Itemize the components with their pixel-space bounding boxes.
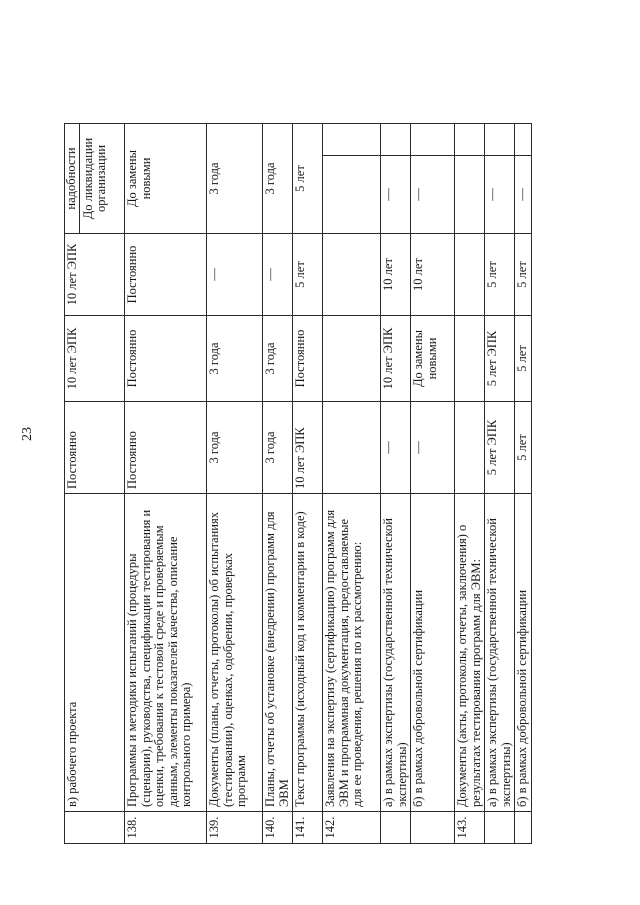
table-cell: 5 лет (515, 402, 532, 494)
table-cell: — (207, 234, 263, 316)
table-cell: — (381, 156, 411, 234)
table-cell: Постоянно (125, 402, 207, 494)
table-cell: 10 лет ЭПК (381, 316, 411, 402)
table-cell: — (411, 156, 455, 234)
table-cell (455, 123, 485, 155)
table-cell: — (381, 402, 411, 494)
table-cell: 3 года (207, 123, 263, 233)
table-cell: 3 года (263, 402, 293, 494)
table-cell: — (411, 402, 455, 494)
table-cell: 5 лет (515, 316, 532, 402)
table-cell: — (263, 234, 293, 316)
table-row (485, 43, 515, 843)
page-number: 23 (20, 427, 35, 441)
table-cell: Заявления на экспертизу (сертификацию) программ для ЭВМ и программная документация, предоставляемые для ее проведения, решения по их рассмотрению: (323, 494, 381, 812)
table-cell (323, 156, 381, 234)
table-cell: Постоянно (65, 402, 125, 494)
table-cell (65, 812, 125, 844)
table-cell: 3 года (263, 123, 293, 233)
table-cell (515, 812, 532, 844)
table-row (455, 43, 485, 843)
table-cell: 3 года (207, 316, 263, 402)
table-cell: — (515, 156, 532, 234)
table-row (515, 43, 532, 843)
table-cell (485, 123, 515, 155)
table-cell: 3 года (263, 316, 293, 402)
table-cell (323, 234, 381, 316)
table-cell: 5 лет ЭПК (485, 402, 515, 494)
table-row (65, 43, 125, 843)
table-row (323, 43, 381, 843)
table-cell: Постоянно (125, 234, 207, 316)
table-cell: До замены новыми (125, 123, 207, 233)
table-cell (381, 812, 411, 844)
table-cell (455, 316, 485, 402)
table-cell: в) рабочего проекта (65, 494, 125, 812)
table-cell: 10 лет ЭПК (65, 234, 125, 316)
table-cell: 141. (293, 812, 323, 844)
cell-text: До ликвидации организации (80, 137, 108, 220)
table-cell (515, 123, 532, 155)
table-cell: 5 лет (293, 123, 323, 233)
table-row (263, 43, 293, 843)
table-cell: 10 лет ЭПК (293, 402, 323, 494)
table-cell: Постоянно (125, 316, 207, 402)
table-cell (323, 402, 381, 494)
table-cell (455, 234, 485, 316)
table-cell: 10 лет ЭПК (65, 316, 125, 402)
table-cell: 139. (207, 812, 263, 844)
table-body (65, 43, 532, 843)
table-cell: 143. (455, 812, 485, 844)
table-cell: 138. (125, 812, 207, 844)
table-row (411, 43, 455, 843)
table-cell: 5 лет ЭПК (485, 316, 515, 402)
retention-table-rotated (64, 44, 640, 844)
table-cell: 10 лет (411, 234, 455, 316)
table-cell: Документы (планы, отчеты, протоколы) об испытаниях (тестировании), оценках, одобрении, проверках программ (207, 494, 263, 812)
table-cell: 5 лет (485, 234, 515, 316)
table-cell: а) в рамках экспертизы (государственной технической экспертизы) (381, 494, 411, 812)
table-row (293, 43, 323, 843)
table-cell (485, 812, 515, 844)
retention-table (64, 43, 532, 844)
table-cell (411, 812, 455, 844)
table-cell (65, 123, 125, 233)
header-fragment: надобности (65, 124, 80, 233)
table-cell: Текст программы (исходный код и комментарии в коде) (293, 494, 323, 812)
table-cell (411, 123, 455, 155)
table-row (125, 43, 207, 843)
table-cell: Документы (акты, протоколы, отчеты, заключения) о результатах тестирования программ для ЭВМ: (455, 494, 485, 812)
table-cell: Программы и методики испытаний (процедуры (сценарии), руководства, спецификации тестирования и оценки, требования к тестовой среде и проверяемым данным, элементы показателей качества, описание контрольного примера) (125, 494, 207, 812)
table-cell: 5 лет (293, 234, 323, 316)
table-row (207, 43, 263, 843)
table-cell: 140. (263, 812, 293, 844)
table-cell: 5 лет (515, 234, 532, 316)
table-cell (455, 402, 485, 494)
table-cell (323, 123, 381, 155)
table-cell: 10 лет (381, 234, 411, 316)
table-row (381, 43, 411, 843)
table-cell: 3 года (207, 402, 263, 494)
table-cell: а) в рамках экспертизы (государственной технической экспертизы) (485, 494, 515, 812)
table-cell: б) в рамках добровольной сертификации (515, 494, 532, 812)
table-cell (323, 316, 381, 402)
table-cell: Постоянно (293, 316, 323, 402)
table-cell: б) в рамках добровольной сертификации (411, 494, 455, 812)
table-cell (455, 156, 485, 234)
table-cell: Планы, отчеты об установке (внедрении) программ для ЭВМ (263, 494, 293, 812)
table-cell (381, 123, 411, 155)
table-cell: — (485, 156, 515, 234)
table-cell: До замены новыми (411, 316, 455, 402)
table-cell: 142. (323, 812, 381, 844)
